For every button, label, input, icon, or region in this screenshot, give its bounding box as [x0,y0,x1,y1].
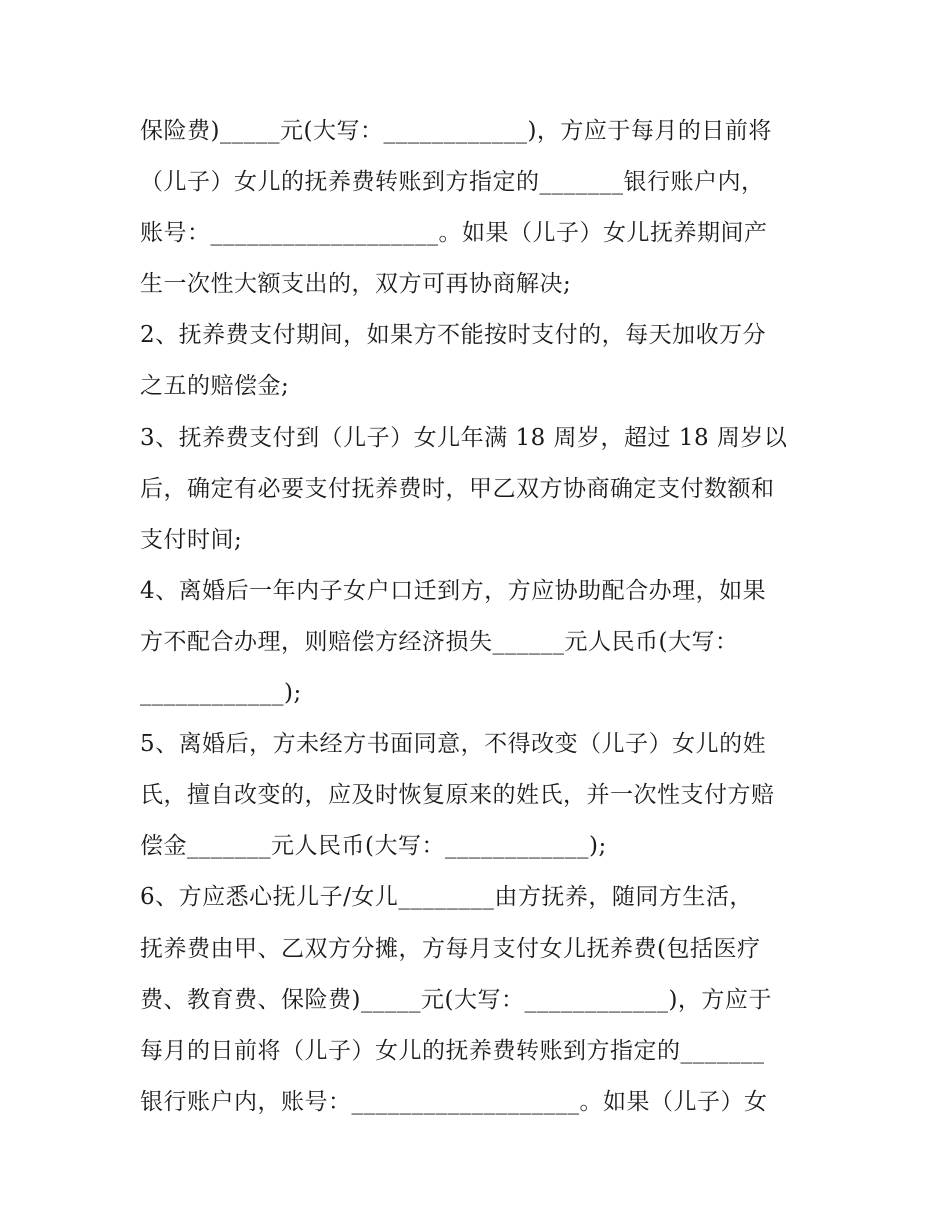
text-line: 偿金_______元人民币(大写：____________); [140,833,607,860]
text-line: 账号：___________________。如果（儿子）女儿抚养期间产 [140,220,768,247]
text-line: 支付时间; [140,526,243,553]
text-line: 保险费)_____元(大写：____________)，方应于每月的日前将 [140,118,772,144]
text-line: 后，确定有必要支付抚养费时，甲乙双方协商确定支付数额和 [140,475,775,502]
text-line: 抚养费由甲、乙双方分摊，方每月支付女儿抚养费(包括医疗 [140,935,761,962]
document-body [140,106,820,1128]
text-line: 生一次性大额支出的，双方可再协商解决; [140,271,572,298]
text-line: 之五的赔偿金; [140,373,290,400]
text-line: 2、抚养费支付期间，如果方不能按时支付的，每天加收万分 [140,322,767,349]
text-line: 氏，擅自改变的，应及时恢复原来的姓氏，并一次性支付方赔 [140,782,775,809]
text-line: 费、教育费、保险费)_____元(大写：____________)，方应于 [140,986,772,1013]
text-line: 银行账户内，账号：___________________。如果（儿子）女 [140,1088,768,1115]
text-line: （儿子）女儿的抚养费转账到方指定的_______银行账户内， [140,169,765,196]
text-line: 5、离婚后，方未经方书面同意，不得改变（儿子）女儿的姓 [140,731,767,758]
text-line: 方不配合办理，则赔偿方经济损失______元人民币(大写： [140,628,739,655]
text-line: 4、离婚后一年内子女户口迁到方，方应协助配合办理，如果 [140,577,767,604]
text-line: 6、方应悉心抚儿子/女儿________由方抚养，随同方生活， [140,884,753,911]
text-line: 3、抚养费支付到（儿子）女儿年满 18 周岁，超过 18 周岁以 [140,424,788,451]
text-line: 每月的日前将（儿子）女儿的抚养费转账到方指定的_______ [140,1037,765,1064]
text-line: ____________); [140,680,302,707]
